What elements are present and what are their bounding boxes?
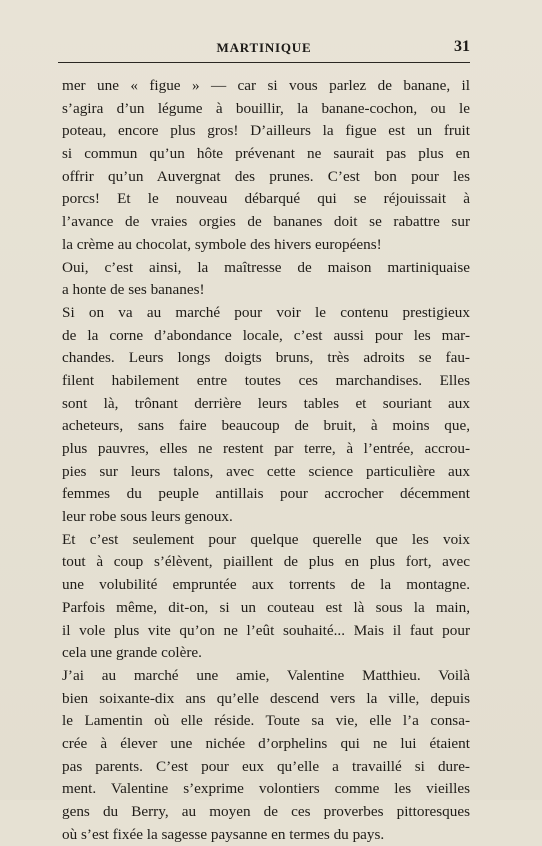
text-line: l’avance de vraies orgies de bananes doit se rabattre sur <box>62 213 470 231</box>
text-line: ment. Valentine s’exprime volontiers comme les vieilles <box>62 780 470 798</box>
text-line: cela une grande colère. <box>62 644 202 662</box>
text-line: chandes. Leurs longs doigts bruns, très adroits se fau- <box>62 349 470 367</box>
text-line: gens du Berry, au moyen de ces proverbes pittoresques <box>62 803 470 820</box>
text-line: femmes du peuple antillais pour accrocher décemment <box>62 485 470 503</box>
running-title: MARTINIQUE <box>216 40 312 55</box>
text-line: sont là, trônant derrière leurs tables et souriant aux <box>62 394 470 412</box>
text-line: a honte de ses bananes! <box>62 281 205 299</box>
text-line: offrir qu’un Auvergnat des prunes. C’est bon pour les <box>62 167 470 185</box>
text-line: porcs! Et le nouveau débarqué qui se réjouissait à <box>62 190 470 208</box>
text-line: filent habilement entre toutes ces marchandises. Elles <box>62 371 470 389</box>
text-line: s’agira d’un légume à bouillir, la banane-cochon, ou le <box>62 99 470 117</box>
text-line: bien soixante-dix ans qu’elle descend vers la ville, depuis <box>62 689 470 707</box>
text-line: de la corne d’abondance locale, c’est aussi pour les mar- <box>62 326 470 344</box>
text-line: acheteurs, sans faire beaucoup de bruit, à moins que, <box>62 417 470 435</box>
body-text <box>62 75 470 846</box>
page-number: 31 <box>454 38 470 55</box>
text-line: crée à élever une nichée d’orphelins qui ne lui étaient <box>62 734 470 752</box>
text-line: Et c’est seulement pour quelque querelle que les voix <box>62 530 470 548</box>
text-line: une volubilité empruntée aux torrents de la montagne. <box>62 576 470 594</box>
text-line: pies sur leurs talons, avec cette science particulière aux <box>62 462 470 480</box>
text-line: mer une « figue » — car si vous parlez de banane, il <box>62 77 470 94</box>
text-line: où s’est fixée la sagesse paysanne en termes du pays. <box>62 825 385 843</box>
text-line: leur robe sous leurs genoux. <box>62 508 233 526</box>
text-line: la crème au chocolat, symbole des hivers européens! <box>62 235 382 253</box>
text-line: il vole plus vite qu’on ne l’eût souhaité... Mais il faut pour <box>62 621 470 639</box>
text-line: le Lamentin où elle réside. Toute sa vie, elle l’a consa- <box>62 712 470 730</box>
text-line: pas parents. C’est pour eux qu’elle a travaillé si dure- <box>62 757 470 775</box>
text-line: J’ai au marché une amie, Valentine Matthieu. Voilà <box>62 666 470 684</box>
text-line: Oui, c’est ainsi, la maîtresse de maison martiniquaise <box>62 258 470 276</box>
text-line: poteau, encore plus gros! D’ailleurs la figue est un fruit <box>62 122 470 140</box>
text-line: si commun qu’un hôte prévenant ne saurait pas plus en <box>62 145 470 163</box>
running-head <box>58 38 470 60</box>
text-line: tout à coup s’élèvent, piaillent de plus en plus fort, avec <box>62 553 470 571</box>
header-rule <box>58 62 470 63</box>
text-line: plus pauvres, elles ne restent par terre, à l’entrée, accrou- <box>62 440 470 457</box>
text-line: Si on va au marché pour voir le contenu prestigieux <box>62 303 470 321</box>
text-line: Parfois même, dit-on, si un couteau est là sous la main, <box>62 598 470 616</box>
